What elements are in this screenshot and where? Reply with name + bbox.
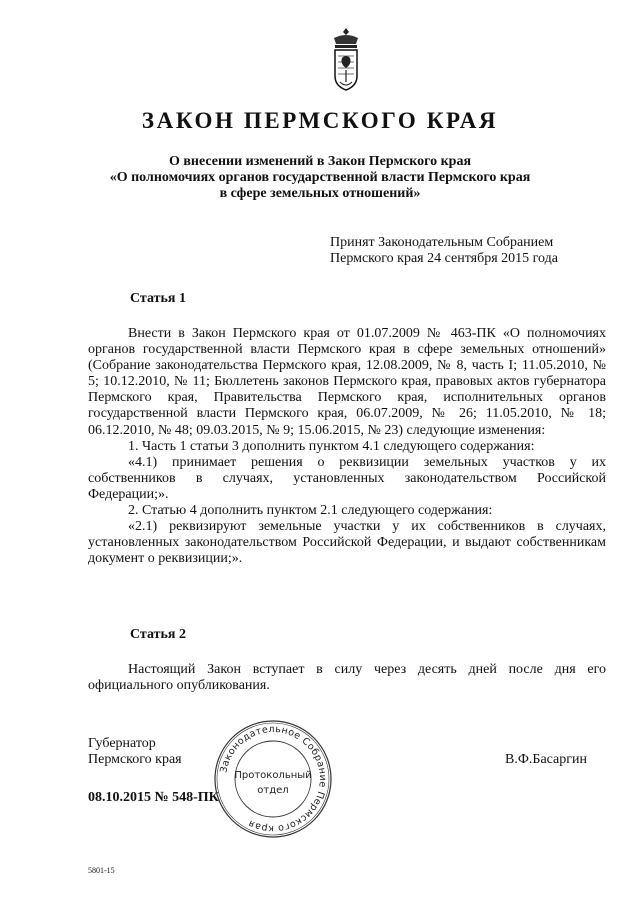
adoption-note [330,235,590,267]
article-1-heading: Статья 1 [130,291,186,306]
signer-role-line: Губернатор [88,736,156,751]
article-1-body [88,326,606,567]
adoption-line: Принят Законодательным Собранием [330,235,554,250]
article-1-item-2-text: «2.1) реквизируют земельные участки у их собственников в случаях, установленных законодательством Российской Федерации, и выдают собственникам документ о реквизиции;». [88,519,606,567]
article-2-body [88,662,606,694]
subtitle-line: в сфере земельных отношений» [219,186,421,201]
document-footnote-code: 5801-15 [88,866,115,875]
stamp-ring-text: Законодательное Собрание Пермского края [218,723,329,835]
subtitle-line: «О полномочиях органов государственной власти Пермского края [109,170,531,185]
signer-role-line: Пермского края [88,752,182,767]
stamp-center-line-2: отдел [257,785,289,796]
document-subtitle [80,154,560,202]
stamp-center-line-1: Протокольный [234,770,312,781]
coat-of-arms-emblem [326,26,366,96]
official-stamp [212,718,334,840]
article-2-text: Настоящий Закон вступает в силу через десять дней после дня его официального опубликования. [88,662,606,694]
article-1-item-1-text: «4.1) принимает решения о реквизиции земельных участков у их собственников в случаях, установленных законодательством Российской Федерации;». [88,454,606,502]
article-1-intro: Внести в Закон Пермского края от 01.07.2009 № 463-ПК «О полномочиях органов государственной власти Пермского края в сфере земельных отношений» (Собрание законодательства Пермского края, 12.08.2009, № 8, часть I; 11.05.2010, № 5; 10.12.2010, № 11; Бюллетень законов Пермского края, правовых актов губернатора Пермского края, Правительства Пермского края, исполнительных органов государственной власти Пермского края, 06.07.2009, № 26; 11.05.2010, № 18; 06.12.2010, № 48; 09.03.2015, № 9; 15.06.2015, № 23) следующие изменения: [88,326,606,438]
article-1-item-1: 1. Часть 1 статьи 3 дополнить пунктом 4.1 следующего содержания: [128,438,535,454]
subtitle-line: О внесении изменений в Закон Пермского края [168,154,472,169]
article-2-heading: Статья 2 [130,627,186,642]
signer-name: В.Ф.Басаргин [505,752,587,767]
document-title: ЗАКОН ПЕРМСКОГО КРАЯ [141,108,499,133]
law-date-number: 08.10.2015 № 548-ПК [88,790,219,805]
article-1-item-2: 2. Статью 4 дополнить пунктом 2.1 следующего содержания: [128,503,493,519]
adoption-line: Пермского края 24 сентября 2015 года [330,251,558,266]
